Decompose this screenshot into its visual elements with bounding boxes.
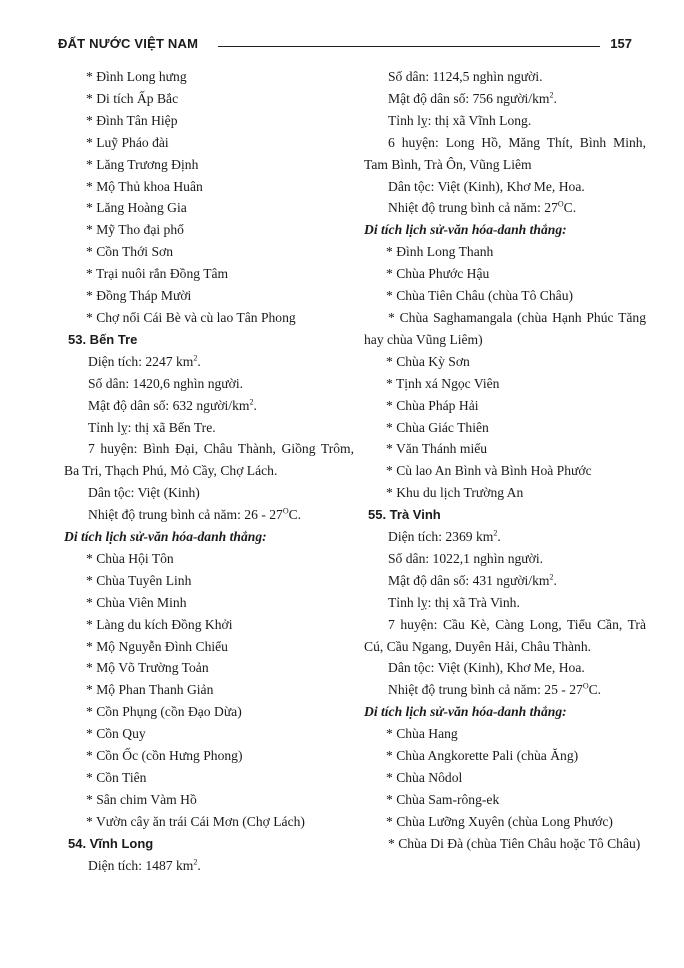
page-header: [58, 36, 632, 56]
list-item: * Cù lao An Bình và Bình Hoà Phước: [386, 463, 592, 479]
population-line: Số dân: 1022,1 nghìn người.: [388, 550, 544, 566]
list-item: * Cồn Thới Sơn: [86, 244, 174, 260]
capital-line: Tỉnh lỵ: thị xã Trà Vinh.: [388, 594, 520, 610]
list-item: * Mộ Phan Thanh Giản: [86, 682, 214, 698]
districts-line: 7 huyện: Cầu Kè, Càng Long, Tiểu Cần, Trà Cú, Cầu Ngang, Duyên Hải, Châu Thành.: [364, 616, 646, 654]
bullet-list-ben-tre: [64, 548, 354, 833]
capital-line: Tỉnh lỵ: thị xã Vĩnh Long.: [388, 112, 532, 128]
sites-heading: Di tích lịch sử-văn hóa-danh thắng:: [364, 704, 567, 720]
density-line: Mật độ dân số: 756 người/$km^2$.: [388, 90, 557, 106]
running-title: ĐẤT NƯỚC VIỆT NAM: [58, 36, 204, 51]
list-item: * Chùa Giác Thiên: [386, 419, 489, 435]
sites-heading: Di tích lịch sử-văn hóa-danh thắng:: [64, 529, 267, 545]
list-item: * Chùa Angkorette Pali (chùa Ăng): [386, 748, 579, 764]
area-line: Diện tích: 1487 $km^2$.: [88, 857, 201, 873]
sites-heading: Di tích lịch sử-văn hóa-danh thắng:: [364, 222, 567, 238]
list-item: * Cồn Ốc (cồn Hưng Phong): [86, 748, 243, 764]
population-line: Số dân: 1124,5 nghìn người.: [388, 69, 543, 84]
capital-line: Tỉnh lỵ: thị xã Bến Tre.: [88, 419, 216, 435]
population-line: Số dân: 1420,6 nghìn người.: [88, 375, 244, 391]
page-number: 157: [610, 36, 632, 51]
list-item: * Tịnh xá Ngọc Viên: [386, 375, 500, 391]
temperature-line: Nhiệt độ trung bình cả năm: $25 - 27^OC$.: [388, 681, 602, 698]
list-item: * Chùa Kỳ Sơn: [386, 353, 470, 369]
list-item: * Cồn Quy: [86, 726, 146, 742]
list-item: * Trại nuôi rắn Đồng Tâm: [86, 266, 229, 282]
list-item: * Mộ Thủ khoa Huân: [86, 178, 203, 194]
left-column: [64, 66, 354, 877]
list-item: * Chùa Phước Hậu: [386, 266, 490, 282]
list-item: * Đồng Tháp Mười: [86, 288, 192, 304]
list-item: * Chùa Tuyên Linh: [86, 572, 192, 588]
list-item: * Chùa Sam-rông-ek: [386, 791, 500, 807]
list-item: * Chùa Hang: [386, 726, 458, 742]
list-item: * Chùa Lưỡng Xuyên (chùa Long Phước): [386, 813, 613, 829]
list-item: * Mộ Nguyễn Đình Chiểu: [86, 638, 228, 654]
list-item: * Vườn cây ăn trái Cái Mơn (Chợ Lách): [86, 813, 305, 829]
list-item: * Lăng Hoàng Gia: [86, 200, 187, 216]
list-item: * Mộ Võ Trường Toản: [86, 660, 209, 676]
temperature-line: Nhiệt độ trung bình cả năm: $27^OC$.: [388, 199, 577, 216]
list-item: * Chợ nổi Cái Bè và cù lao Tân Phong: [86, 309, 296, 325]
density-line: Mật độ dân số: 431 người/$km^2$.: [388, 572, 557, 588]
area-line: Diện tích: 2369 $km^2$.: [388, 528, 501, 545]
list-item: * Di tích Ấp Bắc: [86, 90, 179, 106]
list-item: * Chùa Viên Minh: [86, 594, 187, 610]
list-item: * Chùa Hội Tôn: [86, 550, 174, 566]
list-item: * Luỹ Pháo đài: [86, 134, 169, 150]
list-item: * Làng du kích Đồng Khởi: [86, 616, 233, 632]
right-column: [364, 66, 646, 855]
list-item: * Lăng Trương Định: [86, 156, 199, 172]
section-title-vinh-long: 54. Vĩnh Long: [68, 835, 154, 851]
section-title-ben-tre: 53. Bến Tre: [68, 331, 138, 347]
density-line: Mật độ dân số: 632 người/$km^2$.: [88, 397, 257, 413]
list-item: * Cồn Phụng (cồn Đạo Dừa): [86, 704, 242, 720]
section-title-tra-vinh: 55. Trà Vinh: [368, 507, 441, 523]
ethnic-line: Dân tộc: Việt (Kinh), Khơ Me, Hoa.: [388, 178, 585, 194]
districts-line: 7 huyện: Bình Đại, Châu Thành, Giồng Trôm, Ba Tri, Thạch Phú, Mỏ Cầy, Chợ Lách.: [64, 441, 354, 479]
list-item: * Sân chim Vàm Hồ: [86, 791, 197, 807]
list-item: * Văn Thánh miếu: [386, 441, 488, 457]
list-item: * Đình Long Thanh: [386, 244, 494, 260]
bullet-list-tien-giang: [64, 66, 354, 329]
ethnic-line: Dân tộc: Việt (Kinh), Khơ Me, Hoa.: [388, 660, 585, 676]
list-item: * Chùa Saghamangala (chùa Hạnh Phúc Tăng hay chùa Vũng Liêm): [364, 309, 646, 347]
bullet-list-tra-vinh: [364, 723, 646, 854]
temperature-line: Nhiệt độ trung bình cả năm: $26 - 27^OC$.: [88, 506, 302, 523]
list-item: * Chùa Pháp Hải: [386, 397, 479, 413]
districts-line: 6 huyện: Long Hồ, Măng Thít, Bình Minh, Tam Bình, Trà Ôn, Vũng Liêm: [364, 134, 646, 172]
list-item: * Cồn Tiên: [86, 770, 147, 785]
list-item: * Khu du lịch Trường An: [386, 485, 524, 501]
list-item: * Đình Long hưng: [86, 69, 187, 84]
list-item: * Chùa Nôdol: [386, 770, 463, 785]
list-item: * Chùa Di Đà (chùa Tiên Châu hoặc Tô Châu): [388, 835, 641, 851]
list-item: * Mỹ Tho đại phố: [86, 222, 184, 238]
area-line: Diện tích: 2247 $km^2$.: [88, 353, 201, 369]
list-item: * Đình Tân Hiệp: [86, 112, 178, 128]
list-item: * Chùa Tiên Châu (chùa Tô Châu): [386, 288, 574, 304]
ethnic-line: Dân tộc: Việt (Kinh): [88, 485, 200, 501]
bullet-list-vinh-long: [364, 241, 646, 504]
header-rule: [218, 46, 600, 47]
